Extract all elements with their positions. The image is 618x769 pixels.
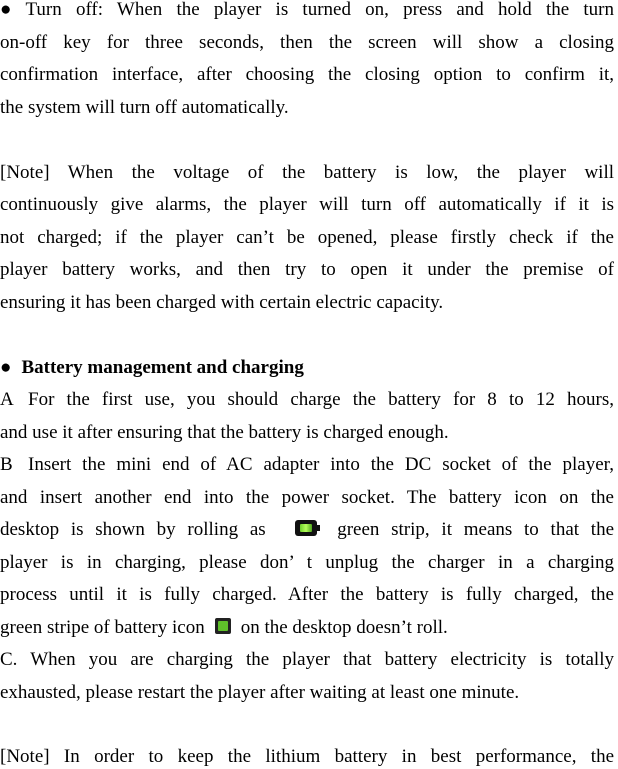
item-b-line-5: process until it is fully charged. After the battery is fully charged, the xyxy=(0,584,614,605)
item-a-line-1 xyxy=(0,385,614,415)
item-a-label: A xyxy=(0,389,14,410)
item-b-line-4: player is in charging, please don’ t unplug the charger in a charging xyxy=(0,552,614,573)
bullet-icon: ● xyxy=(0,0,12,20)
item-c-line-2: exhausted, please restart the player after waiting at least one minute. xyxy=(0,682,520,703)
item-b-line-3-before: desktop is shown by rolling as xyxy=(0,519,266,540)
turn-off-paragraph-line-3: confirmation interface, after choosing the closing option to confirm it, xyxy=(0,64,614,85)
note-low-battery-line-3: not charged; if the player can’t be opened, please firstly check if the xyxy=(0,227,614,248)
item-a-line-2: and use it after ensuring that the battery is charged enough. xyxy=(0,422,449,443)
note-low-battery-line-2: continuously give alarms, the player will turn off automatically if it is xyxy=(0,194,614,215)
item-b-text: Insert the mini end of AC adapter into the DC socket of the player, xyxy=(28,454,614,475)
item-b-line-6 xyxy=(0,613,614,643)
turn-off-text: Turn off: When the player is turned on, press and hold the turn xyxy=(25,0,614,20)
item-b-line-3 xyxy=(0,515,614,545)
note-lithium-line-1: [Note] In order to keep the lithium battery in best performance, the xyxy=(0,746,614,767)
item-b-label: B xyxy=(0,454,13,475)
item-a-text: For the first use, you should charge the battery for 8 to 12 hours, xyxy=(28,389,614,410)
item-c-line-1: C. When you are charging the player that battery electricity is totally xyxy=(0,649,614,670)
turn-off-paragraph-line-2: on-off key for three seconds, then the screen will show a closing xyxy=(0,32,614,53)
section-heading-text: Battery management and charging xyxy=(21,357,304,378)
item-b-line-1 xyxy=(0,450,614,480)
item-b-line-3-after: green strip, it means to that the xyxy=(337,519,614,540)
note-low-battery-line-4: player battery works, and then try to open it under the premise of xyxy=(0,259,614,280)
battery-section-heading xyxy=(0,353,614,383)
item-b-line-6-before: green stripe of battery icon xyxy=(0,617,205,638)
item-b-line-2: and insert another end into the power socket. The battery icon on the xyxy=(0,487,614,508)
bullet-icon: ● xyxy=(0,357,12,378)
note-low-battery-line-5: ensuring it has been charged with certain electric capacity. xyxy=(0,292,444,313)
battery-full-icon xyxy=(215,618,231,634)
turn-off-paragraph-line-1 xyxy=(0,0,614,25)
note-low-battery-line-1: [Note] When the voltage of the battery is low, the player will xyxy=(0,162,614,183)
item-b-line-6-after: on the desktop doesn’t roll. xyxy=(240,617,448,638)
turn-off-paragraph-line-4: the system will turn off automatically. xyxy=(0,97,289,118)
battery-charging-icon xyxy=(295,520,317,536)
